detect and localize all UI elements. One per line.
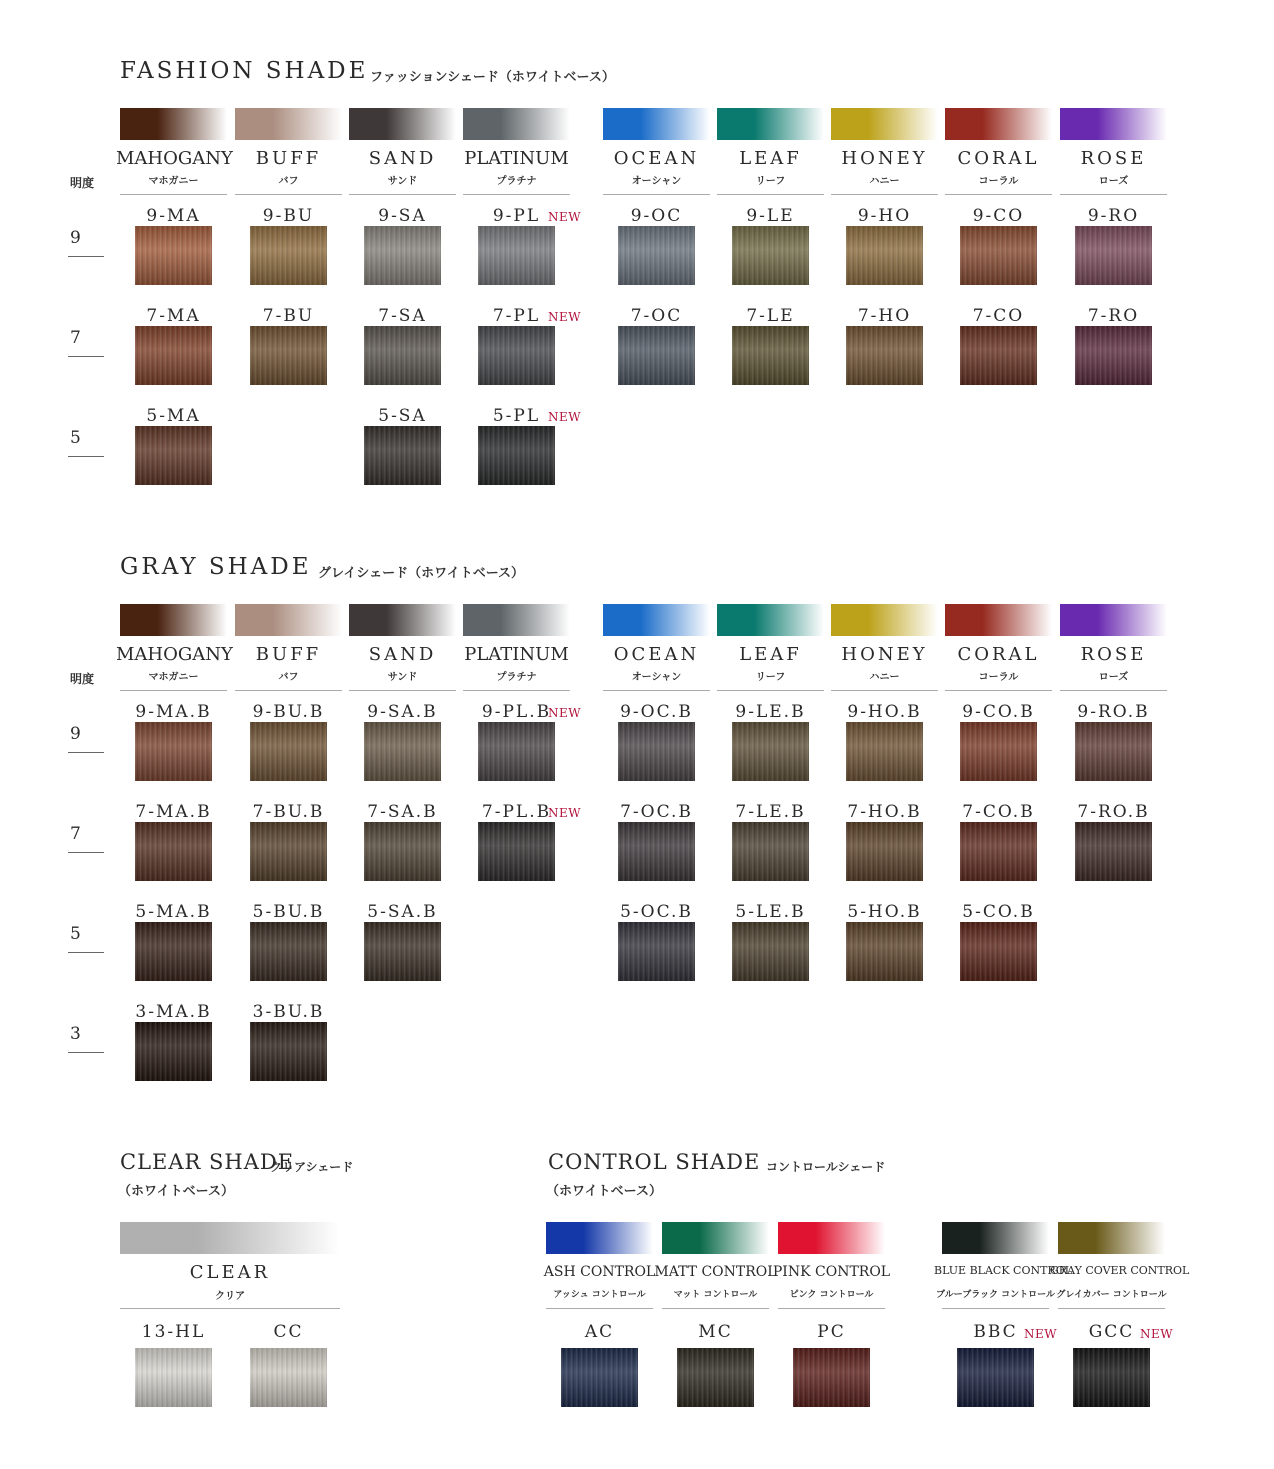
fashion-swatch-7-pl[interactable] xyxy=(478,326,555,385)
gray-level-5: 5 xyxy=(70,924,81,944)
fashion-swatch-9-pl[interactable] xyxy=(478,226,555,285)
gray-color-name-platinum: PLATINUM xyxy=(464,644,569,665)
control-jp-gray-cover-control: グレイカバー コントロール xyxy=(1056,1290,1167,1300)
fashion-swatch-code: 7-SA xyxy=(378,306,427,326)
gray-color-bar-leaf xyxy=(717,604,824,636)
gray-color-jp-coral: コーラル xyxy=(978,672,1019,683)
fashion-swatch-7-oc[interactable] xyxy=(618,326,695,385)
gray-swatch-5-ma.b[interactable] xyxy=(135,922,212,981)
control-name-ash-control: ASH CONTROL xyxy=(543,1264,656,1280)
gray-swatch-code: 9-HO.B xyxy=(847,702,922,722)
fashion-swatch-code: 9-BU xyxy=(262,206,315,226)
gray-color-bar-honey xyxy=(831,604,938,636)
control-jp-blue-black-control: ブルーブラック コントロール xyxy=(936,1290,1055,1300)
gray-swatch-code: 9-RO.B xyxy=(1077,702,1150,722)
fashion-color-name-honey: HONEY xyxy=(841,148,928,169)
fashion-swatch-9-co[interactable] xyxy=(960,226,1037,285)
gray-swatch-9-le.b[interactable] xyxy=(732,722,809,781)
fashion-column-divider xyxy=(463,194,570,195)
control-shade-base: （ホワイトベース） xyxy=(546,1184,662,1199)
fashion-swatch-9-ho[interactable] xyxy=(846,226,923,285)
gray-swatch-code: 7-PL.B xyxy=(481,802,552,822)
gray-color-name-sand: SAND xyxy=(368,644,437,665)
clear-color-jp: クリア xyxy=(215,1291,245,1302)
fashion-color-bar-honey xyxy=(831,108,938,140)
fashion-color-bar-coral xyxy=(945,108,1052,140)
gray-swatch-code: 7-SA.B xyxy=(367,802,438,822)
gray-swatch-code: 9-MA.B xyxy=(135,702,212,722)
gray-swatch-9-ho.b[interactable] xyxy=(846,722,923,781)
gray-swatch-5-ho.b[interactable] xyxy=(846,922,923,981)
fashion-swatch-9-ma[interactable] xyxy=(135,226,212,285)
gray-swatch-code: 7-LE.B xyxy=(735,802,806,822)
gray-color-name-buff: BUFF xyxy=(255,644,322,665)
fashion-swatch-9-oc[interactable] xyxy=(618,226,695,285)
fashion-color-jp-ocean: オーシャン xyxy=(631,176,682,187)
gray-shade-title: GRAY SHADE xyxy=(120,554,312,580)
clear-shade-base: （ホワイトベース） xyxy=(118,1184,234,1199)
fashion-swatch-7-bu[interactable] xyxy=(250,326,327,385)
control-swatch-mc[interactable] xyxy=(677,1348,754,1407)
gray-swatch-7-oc.b[interactable] xyxy=(618,822,695,881)
fashion-color-jp-sand: サンド xyxy=(387,176,418,187)
fashion-column-divider xyxy=(603,194,710,195)
clear-divider xyxy=(120,1308,340,1309)
fashion-color-name-sand: SAND xyxy=(368,148,437,169)
clear-shade-title: CLEAR SHADE xyxy=(120,1150,295,1174)
clear-swatch-code: CC xyxy=(273,1322,304,1342)
control-divider xyxy=(778,1308,885,1309)
gray-swatch-code: 9-SA.B xyxy=(367,702,438,722)
fashion-color-bar-ocean xyxy=(603,108,710,140)
gray-column-divider xyxy=(831,690,938,691)
fashion-level-line xyxy=(68,256,104,257)
gray-column-divider xyxy=(945,690,1052,691)
fashion-swatch-code: 9-HO xyxy=(857,206,912,226)
fashion-color-name-rose: ROSE xyxy=(1080,148,1147,169)
gray-new-badge: NEW xyxy=(548,706,582,720)
gray-swatch-code: 7-CO.B xyxy=(962,802,1035,822)
fashion-column-divider xyxy=(349,194,456,195)
gray-swatch-code: 5-SA.B xyxy=(367,902,438,922)
gray-swatch-code: 9-OC.B xyxy=(620,702,693,722)
control-bar-pink-control xyxy=(778,1222,885,1254)
fashion-swatch-code: 7-OC xyxy=(630,306,683,326)
gray-column-divider xyxy=(1060,690,1167,691)
fashion-color-jp-platinum: プラチナ xyxy=(496,176,537,187)
gray-color-jp-platinum: プラチナ xyxy=(496,672,537,683)
control-divider xyxy=(546,1308,653,1309)
fashion-swatch-code: 7-BU xyxy=(262,306,315,326)
gray-level-line xyxy=(68,752,104,753)
control-new-badge: NEW xyxy=(1140,1327,1174,1341)
gray-column-divider xyxy=(349,690,456,691)
gray-brightness-label: 明度 xyxy=(70,672,95,686)
fashion-shade-title: FASHION SHADE xyxy=(120,58,369,84)
gray-color-bar-platinum xyxy=(463,604,570,636)
control-jp-pink-control: ピンク コントロール xyxy=(789,1290,874,1300)
gray-swatch-7-ro.b[interactable] xyxy=(1075,822,1152,881)
control-swatch-bbc[interactable] xyxy=(957,1348,1034,1407)
clear-shade-subtitle: クリアシェード xyxy=(270,1160,354,1174)
fashion-swatch-7-ma[interactable] xyxy=(135,326,212,385)
gray-swatch-code: 7-OC.B xyxy=(620,802,693,822)
clear-swatch-cc[interactable] xyxy=(250,1348,327,1407)
gray-swatch-code: 9-BU.B xyxy=(252,702,325,722)
fashion-swatch-9-ro[interactable] xyxy=(1075,226,1152,285)
gray-swatch-7-ma.b[interactable] xyxy=(135,822,212,881)
control-bar-matt-control xyxy=(662,1222,769,1254)
fashion-color-bar-platinum xyxy=(463,108,570,140)
gray-swatch-code: 5-HO.B xyxy=(847,902,922,922)
fashion-swatch-code: 7-CO xyxy=(972,306,1025,326)
gray-swatch-code: 9-LE.B xyxy=(735,702,806,722)
fashion-color-jp-rose: ローズ xyxy=(1098,176,1129,187)
gray-swatch-3-ma.b[interactable] xyxy=(135,1022,212,1081)
gray-level-7: 7 xyxy=(70,824,81,844)
gray-swatch-code: 9-CO.B xyxy=(962,702,1035,722)
control-name-matt-control: MATT CONTROL xyxy=(654,1264,777,1280)
gray-color-bar-coral xyxy=(945,604,1052,636)
fashion-swatch-5-ma[interactable] xyxy=(135,426,212,485)
control-swatch-code: BBC xyxy=(973,1322,1018,1342)
gray-color-name-coral: CORAL xyxy=(957,644,1040,665)
fashion-swatch-9-le[interactable] xyxy=(732,226,809,285)
fashion-color-name-coral: CORAL xyxy=(957,148,1040,169)
fashion-swatch-code: 9-CO xyxy=(972,206,1025,226)
fashion-swatch-5-sa[interactable] xyxy=(364,426,441,485)
fashion-swatch-7-co[interactable] xyxy=(960,326,1037,385)
gray-column-divider xyxy=(120,690,227,691)
fashion-swatch-code: 9-SA xyxy=(378,206,427,226)
gray-swatch-9-bu.b[interactable] xyxy=(250,722,327,781)
gray-swatch-7-bu.b[interactable] xyxy=(250,822,327,881)
gray-swatch-5-bu.b[interactable] xyxy=(250,922,327,981)
gray-swatch-code: 5-MA.B xyxy=(135,902,212,922)
fashion-swatch-7-sa[interactable] xyxy=(364,326,441,385)
gray-swatch-code: 7-HO.B xyxy=(847,802,922,822)
gray-color-jp-rose: ローズ xyxy=(1098,672,1129,683)
fashion-swatch-code: 9-MA xyxy=(146,206,201,226)
fashion-brightness-label: 明度 xyxy=(70,176,95,190)
gray-column-divider xyxy=(603,690,710,691)
control-bar-blue-black-control xyxy=(942,1222,1049,1254)
fashion-swatch-code: 7-LE xyxy=(746,306,795,326)
gray-level-line xyxy=(68,1052,104,1053)
fashion-swatch-code: 5-PL xyxy=(492,406,541,426)
fashion-color-jp-mahogany: マホガニー xyxy=(148,176,199,187)
gray-swatch-9-sa.b[interactable] xyxy=(364,722,441,781)
gray-new-badge: NEW xyxy=(548,806,582,820)
gray-swatch-7-pl.b[interactable] xyxy=(478,822,555,881)
fashion-swatch-9-bu[interactable] xyxy=(250,226,327,285)
gray-swatch-code: 5-OC.B xyxy=(620,902,693,922)
fashion-color-name-buff: BUFF xyxy=(255,148,322,169)
gray-column-divider xyxy=(463,690,570,691)
fashion-column-divider xyxy=(945,194,1052,195)
fashion-new-badge: NEW xyxy=(548,310,582,324)
fashion-swatch-code: 9-PL xyxy=(492,206,541,226)
gray-swatch-code: 7-MA.B xyxy=(135,802,212,822)
gray-level-line xyxy=(68,852,104,853)
gray-color-bar-buff xyxy=(235,604,342,636)
control-bar-ash-control xyxy=(546,1222,653,1254)
gray-color-bar-ocean xyxy=(603,604,710,636)
control-new-badge: NEW xyxy=(1024,1327,1058,1341)
fashion-color-bar-rose xyxy=(1060,108,1167,140)
gray-color-name-honey: HONEY xyxy=(841,644,928,665)
gray-color-name-leaf: LEAF xyxy=(739,644,802,665)
fashion-swatch-code: 7-MA xyxy=(146,306,201,326)
control-shade-title: CONTROL SHADE xyxy=(548,1150,761,1174)
control-swatch-pc[interactable] xyxy=(793,1348,870,1407)
control-divider xyxy=(662,1308,769,1309)
control-swatch-code: MC xyxy=(698,1322,733,1342)
control-swatch-ac[interactable] xyxy=(561,1348,638,1407)
fashion-color-jp-leaf: リーフ xyxy=(755,176,786,187)
gray-swatch-code: 5-CO.B xyxy=(962,902,1035,922)
fashion-swatch-7-le[interactable] xyxy=(732,326,809,385)
fashion-new-badge: NEW xyxy=(548,410,582,424)
control-name-blue-black-control: BLUE BLACK CONTROL xyxy=(934,1264,1073,1277)
fashion-swatch-code: 7-PL xyxy=(492,306,541,326)
gray-color-bar-sand xyxy=(349,604,456,636)
fashion-swatch-code: 5-SA xyxy=(378,406,427,426)
fashion-swatch-code: 5-MA xyxy=(146,406,201,426)
gray-swatch-9-ro.b[interactable] xyxy=(1075,722,1152,781)
clear-swatch-code: 13-HL xyxy=(141,1322,206,1342)
clear-swatch-13-hl[interactable] xyxy=(135,1348,212,1407)
gray-swatch-7-sa.b[interactable] xyxy=(364,822,441,881)
gray-color-jp-buff: バフ xyxy=(278,672,299,683)
gray-shade-subtitle: グレイシェード（ホワイトベース） xyxy=(318,566,525,581)
fashion-swatch-7-ho[interactable] xyxy=(846,326,923,385)
fashion-swatch-code: 9-LE xyxy=(746,206,795,226)
fashion-level-9: 9 xyxy=(70,228,81,248)
gray-column-divider xyxy=(717,690,824,691)
control-jp-matt-control: マット コントロール xyxy=(673,1290,758,1300)
gray-color-bar-rose xyxy=(1060,604,1167,636)
fashion-new-badge: NEW xyxy=(548,210,582,224)
fashion-column-divider xyxy=(235,194,342,195)
control-swatch-code: AC xyxy=(584,1322,615,1342)
gray-swatch-5-sa.b[interactable] xyxy=(364,922,441,981)
gray-column-divider xyxy=(235,690,342,691)
fashion-color-jp-honey: ハニー xyxy=(869,176,900,187)
gray-swatch-code: 5-LE.B xyxy=(735,902,806,922)
control-swatch-gcc[interactable] xyxy=(1073,1348,1150,1407)
control-jp-ash-control: アッシュ コントロール xyxy=(553,1290,646,1300)
gray-color-jp-leaf: リーフ xyxy=(755,672,786,683)
gray-swatch-code: 3-BU.B xyxy=(252,1002,325,1022)
gray-level-9: 9 xyxy=(70,724,81,744)
fashion-swatch-7-ro[interactable] xyxy=(1075,326,1152,385)
fashion-swatch-9-sa[interactable] xyxy=(364,226,441,285)
gray-swatch-code: 9-PL.B xyxy=(481,702,552,722)
fashion-level-line xyxy=(68,356,104,357)
control-divider xyxy=(942,1308,1049,1309)
gray-color-jp-honey: ハニー xyxy=(869,672,900,683)
gray-swatch-code: 3-MA.B xyxy=(135,1002,212,1022)
clear-color-name: CLEAR xyxy=(189,1262,271,1283)
fashion-color-bar-sand xyxy=(349,108,456,140)
gray-swatch-9-co.b[interactable] xyxy=(960,722,1037,781)
gray-swatch-7-le.b[interactable] xyxy=(732,822,809,881)
fashion-color-jp-coral: コーラル xyxy=(978,176,1019,187)
control-swatch-code: GCC xyxy=(1088,1322,1135,1342)
gray-swatch-9-ma.b[interactable] xyxy=(135,722,212,781)
fashion-swatch-code: 7-HO xyxy=(857,306,912,326)
gray-swatch-3-bu.b[interactable] xyxy=(250,1022,327,1081)
gray-swatch-7-ho.b[interactable] xyxy=(846,822,923,881)
gray-swatch-code: 7-BU.B xyxy=(252,802,325,822)
fashion-level-line xyxy=(68,456,104,457)
fashion-color-jp-buff: バフ xyxy=(278,176,299,187)
fashion-level-5: 5 xyxy=(70,428,81,448)
gray-swatch-9-oc.b[interactable] xyxy=(618,722,695,781)
gray-swatch-5-oc.b[interactable] xyxy=(618,922,695,981)
gray-color-jp-ocean: オーシャン xyxy=(631,672,682,683)
fashion-color-bar-mahogany xyxy=(120,108,227,140)
gray-swatch-5-le.b[interactable] xyxy=(732,922,809,981)
gray-color-name-ocean: OCEAN xyxy=(613,644,700,665)
clear-color-bar xyxy=(120,1222,340,1254)
fashion-color-name-leaf: LEAF xyxy=(739,148,802,169)
fashion-level-7: 7 xyxy=(70,328,81,348)
fashion-column-divider xyxy=(120,194,227,195)
fashion-color-name-ocean: OCEAN xyxy=(613,148,700,169)
fashion-column-divider xyxy=(831,194,938,195)
gray-color-bar-mahogany xyxy=(120,604,227,636)
fashion-column-divider xyxy=(717,194,824,195)
control-name-pink-control: PINK CONTROL xyxy=(772,1264,891,1280)
control-divider xyxy=(1058,1308,1165,1309)
gray-color-name-rose: ROSE xyxy=(1080,644,1147,665)
gray-level-line xyxy=(68,952,104,953)
fashion-swatch-5-pl[interactable] xyxy=(478,426,555,485)
gray-swatch-5-co.b[interactable] xyxy=(960,922,1037,981)
control-swatch-code: PC xyxy=(817,1322,846,1342)
fashion-color-bar-leaf xyxy=(717,108,824,140)
gray-color-jp-sand: サンド xyxy=(387,672,418,683)
control-bar-gray-cover-control xyxy=(1058,1222,1165,1254)
gray-swatch-7-co.b[interactable] xyxy=(960,822,1037,881)
fashion-color-name-mahogany: MAHOGANY xyxy=(116,148,233,169)
fashion-color-bar-buff xyxy=(235,108,342,140)
gray-swatch-9-pl.b[interactable] xyxy=(478,722,555,781)
gray-swatch-code: 5-BU.B xyxy=(252,902,325,922)
gray-color-name-mahogany: MAHOGANY xyxy=(116,644,233,665)
fashion-column-divider xyxy=(1060,194,1167,195)
fashion-swatch-code: 7-RO xyxy=(1087,306,1140,326)
gray-level-3: 3 xyxy=(70,1024,81,1044)
control-shade-subtitle: コントロールシェード xyxy=(766,1160,886,1174)
fashion-color-name-platinum: PLATINUM xyxy=(464,148,569,169)
gray-swatch-code: 7-RO.B xyxy=(1077,802,1150,822)
control-name-gray-cover-control: GRAY COVER CONTROL xyxy=(1050,1264,1190,1277)
fashion-shade-subtitle: ファッションシェード（ホワイトベース） xyxy=(370,70,615,85)
gray-color-jp-mahogany: マホガニー xyxy=(148,672,199,683)
fashion-swatch-code: 9-RO xyxy=(1087,206,1140,226)
fashion-swatch-code: 9-OC xyxy=(630,206,683,226)
